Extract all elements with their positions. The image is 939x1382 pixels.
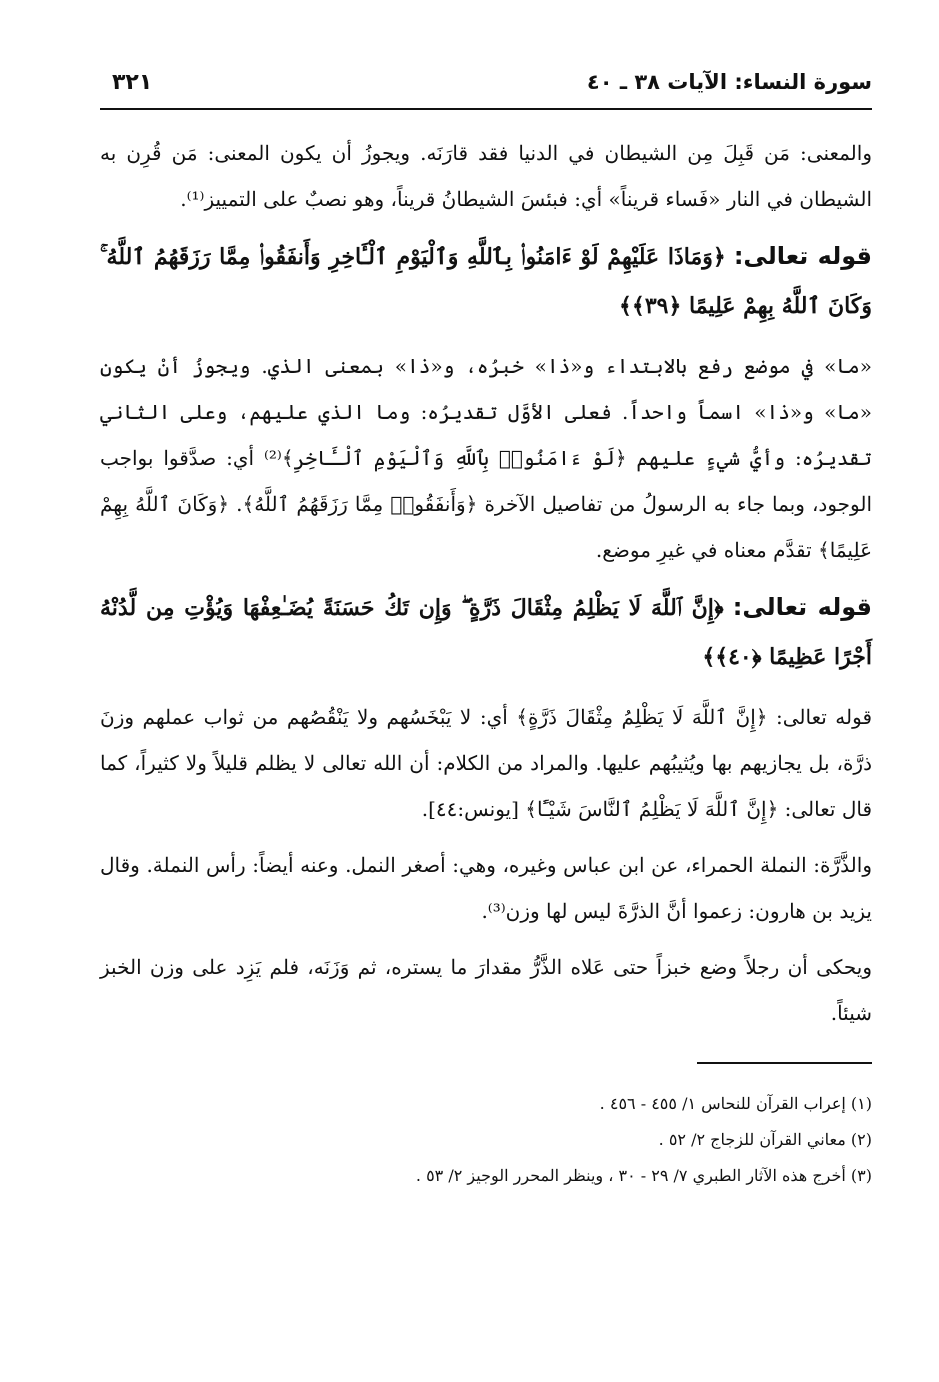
verse-39 (100, 232, 872, 331)
verse-40 (100, 583, 872, 682)
book-page (100, 70, 872, 1194)
running-title: سورة النساء: الآيات ٣٨ ـ ٤٠ (586, 70, 872, 94)
verse-label: قوله تعالى: (732, 593, 872, 621)
paragraph-dharra: والذَّرَّة: النملة الحمراء، عن ابن عباس وغيره، وهي: أصغر النمل. وعنه أيضاً: رأس النملة. وقال يزيد بن هارون: زعموا أنَّ الذرَّةَ ليس لها وزن⁽³⁾. (100, 853, 872, 923)
footnote-1: (١) إعراب القرآن للنحاس ١/ ٤٥٥ - ٤٥٦ . (599, 1094, 872, 1113)
header-rule (100, 108, 872, 110)
page-body (100, 130, 872, 1036)
verse-label: قوله تعالى: (733, 242, 873, 270)
page-header (100, 70, 872, 106)
footnotes (100, 1086, 872, 1194)
page-number: ٣٢١ (112, 70, 153, 95)
paragraph-commentary: قوله تعالى: ﴿إِنَّ ٱللَّهَ لَا يَظْلِمُ مِثْقَالَ ذَرَّةٍ﴾ أي: لا يَبْخَسُهم ولا يَنْقُصُهم من ثواب عملهم وزنَ ذرَّة، بل يجازيهم بها ويُثيبُهم عليها. والمراد من الكلام: أن الله تعالى لا يظلم قليلاً ولا كثيراً، كما قال تعالى: ﴿إِنَّ ٱللَّهَ لَا يَظْلِمُ ٱلنَّاسَ شَيْـًٔا﴾ [يونس:٤٤]. (100, 705, 872, 821)
verse-text: ﴿وَمَاذَا عَلَيْهِمْ لَوْ ءَامَنُوا۟ بِٱللَّهِ وَٱلْيَوْمِ ٱلْـَٔاخِرِ وَأَنفَقُوا۟ مِمَّا رَزَقَهُمُ ٱللَّهُ ۚ وَكَانَ ٱللَّهُ بِهِمْ عَلِيمًا ﴿٣٩﴾﴾ (100, 244, 872, 319)
paragraph-grammar: «ما» في موضع رفع بالابتداء و«ذا» خبرُه، و«ذا» بمعنى الذي. ويجوزُ أنْ يكون «ما» و«ذا» اسماً واحداً. فعلى الأوَّل تقديرُه: وما الذي عليهم، وعلى الثاني تقديرُه: وأيُّ شيءٍ عليهم ﴿لَوْ ءَامَنُوا۟ بِٱللَّهِ وَٱلْيَوْمِ ٱلْـَٔاخِرِ﴾⁽²⁾ أي: صدَّقوا بواجب الوجود، وبما جاء به الرسولُ من تفاصيل الآخرة ﴿وَأَنفَقُوا۟ مِمَّا رَزَقَهُمُ ٱللَّهُ﴾. ﴿وَكَانَ ٱللَّهُ بِهِمْ عَلِيمًا﴾ تقدَّم معناه في غيرِ موضع. (100, 354, 873, 562)
verse-text: ﴿إِنَّ ٱللَّهَ لَا يَظْلِمُ مِثْقَالَ ذَرَّةٍ ۖ وَإِن تَكُ حَسَنَةً يُضَـٰعِفْهَا وَيُؤْتِ مِن لَّدُنْهُ أَجْرًا عَظِيمًا ﴿٤٠﴾﴾ (100, 595, 872, 670)
footnote-3: (٣) أخرج هذه الآثار الطبري ٧/ ٢٩ - ٣٠ ، وينظر المحرر الوجيز ٢/ ٥٣ . (415, 1166, 872, 1185)
footnote-rule (697, 1062, 872, 1064)
footnote-2: (٢) معاني القرآن للزجاج ٢/ ٥٢ . (658, 1130, 872, 1149)
paragraph-meaning: والمعنى: مَن قَبِلَ مِن الشيطان في الدنيا فقد قارَنَه. ويجوزُ أن يكون المعنى: مَن قُرِن به الشيطان في النار «فَساء قريناً» أي: فبئسَ الشيطانُ قريناً، وهو نصبٌ على التمييز⁽¹⁾. (100, 141, 872, 211)
paragraph-anecdote: ويحكى أن رجلاً وضع خبزاً حتى عَلاه الذَّرُّ مقدارَ ما يستره، ثم وَزَنَه، فلم يَزِد على وزن الخبز شيئاً. (100, 955, 872, 1025)
